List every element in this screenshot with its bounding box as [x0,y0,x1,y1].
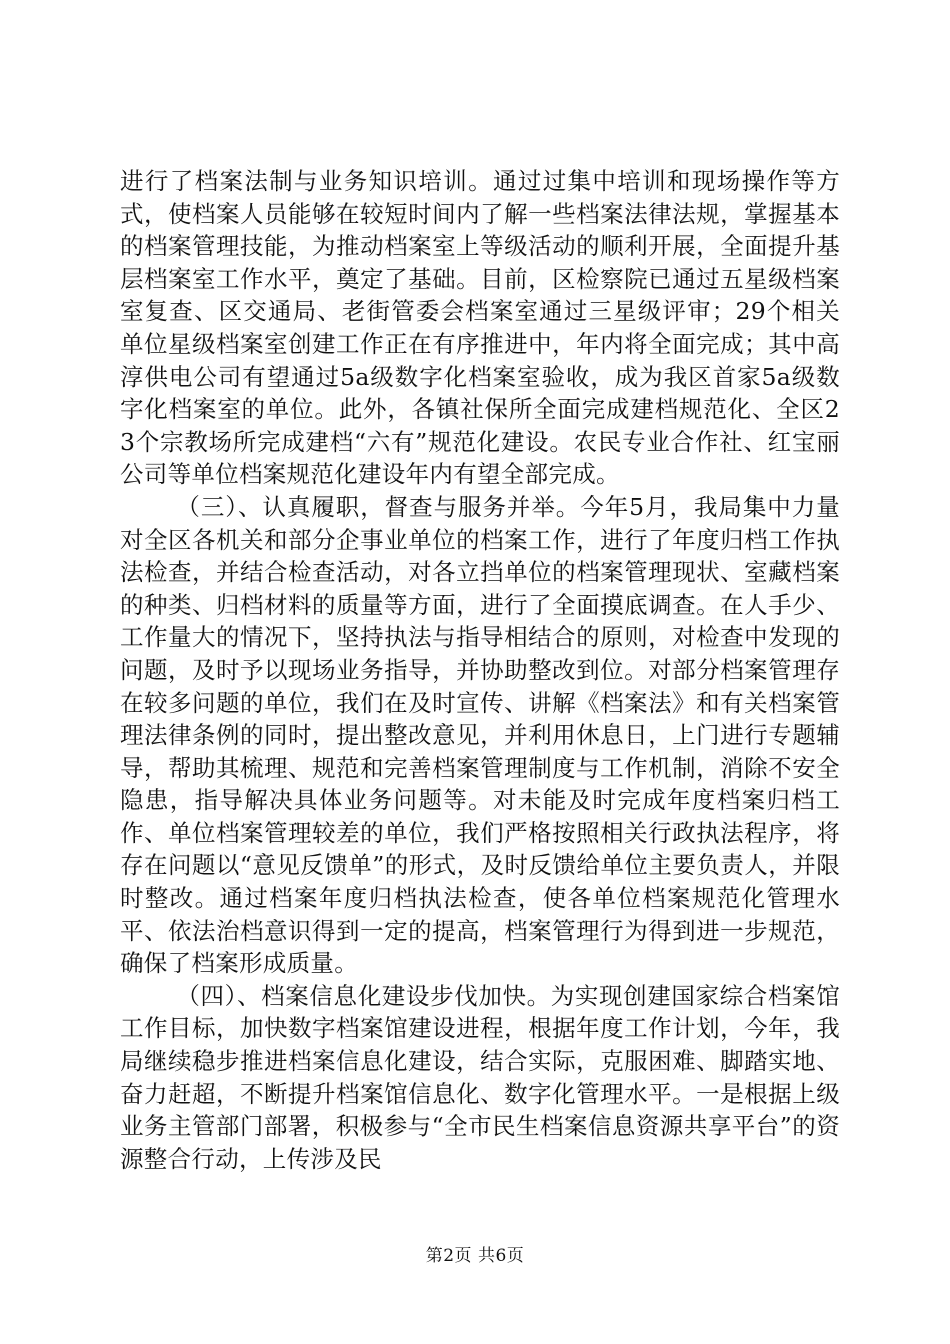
page-number-footer: 第2页 共6页 [425,1246,525,1266]
document-body [120,165,840,1175]
paragraph-section-four: （四）、档案信息化建设步伐加快。为实现创建国家综合档案馆工作目标，加快数字档案馆建设进程，根据年度工作计划，今年，我局继续稳步推进档案信息化建设，结合实际，克服困难、脚踏实地、奋力赶超，不断提升档案馆信息化、数字化管理水平。一是根据上级业务主管部门部署，积极参与“全市民生档案信息资源共享平台”的资源整合行动，上传涉及民 [120,981,840,1173]
paragraph-continuation: 进行了档案法制与业务知识培训。通过过集中培训和现场操作等方式，使档案人员能够在较短时间内了解一些档案法律法规，掌握基本的档案管理技能，为推动档案室上等级活动的顺利开展，全面提升基层档案室工作水平，奠定了基础。目前，区检察院已通过五星级档案室复查、区交通局、老街管委会档案室通过三星级评审；29个相关单位星级档案室创建工作正在有序推进中，年内将全面完成；其中高淳供电公司有望通过5a级数字化档案室验收，成为我区首家5a级数字化档案室的单位。此外，各镇社保所全面完成建档规范化、全区23个宗教场所完成建档“六有”规范化建设。农民专业合作社、红宝丽公司等单位档案规范化建设年内有望全部完成。 [120,167,840,489]
paragraph-section-three: （三）、认真履职，督查与服务并举。今年5月，我局集中力量对全区各机关和部分企事业单位的档案工作，进行了年度归档工作执法检查，并结合检查活动，对各立挡单位的档案管理现状、室藏档案的种类、归档材料的质量等方面，进行了全面摸底调查。在人手少、工作量大的情况下，坚持执法与指导相结合的原则，对检查中发现的问题，及时予以现场业务指导，并协助整改到位。对部分档案管理存在较多问题的单位，我们在及时宣传、讲解《档案法》和有关档案管理法律条例的同时，提出整改意见，并利用休息日，上门进行专题辅导，帮助其梳理、规范和完善档案管理制度与工作机制，消除不安全隐患，指导解决具体业务问题等。对未能及时完成年度档案归档工作、单位档案管理较差的单位，我们严格按照相关行政执法程序，将存在问题以“意见反馈单”的形式，及时反馈给单位主要负责人，并限时整改。通过档案年度归档执法检查，使各单位档案规范化管理水平、依法治档意识得到一定的提高，档案管理行为得到进一步规范，确保了档案形成质量。 [120,492,840,978]
